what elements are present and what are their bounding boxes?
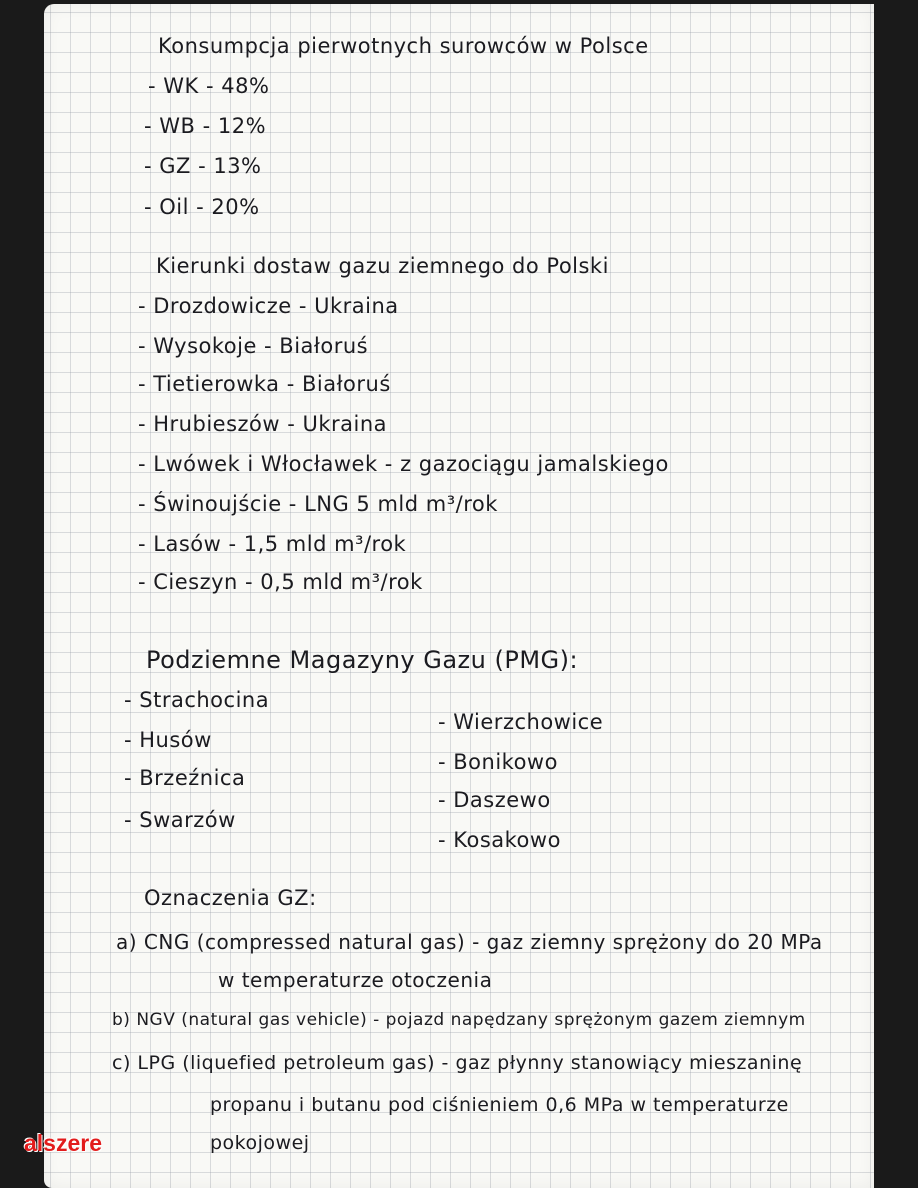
gz-designation-line: propanu i butanu pod ciśnieniem 0,6 MPa w temperaturze [210,1094,789,1116]
consumption-item: - WB - 12% [144,114,267,138]
pmg-title: Podziemne Magazyny Gazu (PMG): [146,646,579,674]
supply-item: - Cieszyn - 0,5 mld m³/rok [138,570,423,594]
consumption-item: - WK - 48% [148,74,270,98]
gz-designation-line: b) NGV (natural gas vehicle) - pojazd napędzany sprężonym gazem ziemnym [112,1010,806,1030]
watermark-logo: alszere [24,1130,103,1156]
consumption-item: - Oil - 20% [144,195,260,219]
pmg-right-item: - Kosakowo [438,828,561,852]
supply-item: - Tietierowka - Białoruś [138,372,391,396]
supply-item: - Świnoujście - LNG 5 mld m³/rok [138,492,498,516]
supply-directions-title: Kierunki dostaw gazu ziemnego do Polski [156,254,609,278]
supply-item: - Lasów - 1,5 mld m³/rok [138,532,407,556]
consumption-item: - GZ - 13% [144,154,262,178]
pmg-right-item: - Daszewo [438,788,551,812]
pmg-left-item: - Husów [124,728,212,752]
pmg-left-item: - Brzeźnica [124,766,246,790]
pmg-right-item: - Wierzchowice [438,710,604,734]
supply-item: - Hrubieszów - Ukraina [138,412,388,436]
gz-designation-line: a) CNG (compressed natural gas) - gaz ziemny sprężony do 20 MPa [116,930,823,954]
gz-designation-line: w temperaturze otoczenia [218,968,493,992]
pmg-left-item: - Strachocina [124,688,270,712]
gz-designation-line: pokojowej [210,1132,310,1154]
supply-item: - Wysokoje - Białoruś [138,334,369,358]
pmg-left-item: - Swarzów [124,808,236,832]
supply-item: - Lwówek i Włocławek - z gazociągu jamalskiego [138,452,669,476]
gz-designation-line: c) LPG (liquefied petroleum gas) - gaz płynny stanowiący mieszaninę [112,1052,803,1074]
consumption-title: Konsumpcja pierwotnych surowców w Polsce [158,34,649,58]
supply-item: - Drozdowicze - Ukraina [138,294,399,318]
gz-designations-title: Oznaczenia GZ: [144,886,317,910]
pmg-right-item: - Bonikowo [438,750,558,774]
